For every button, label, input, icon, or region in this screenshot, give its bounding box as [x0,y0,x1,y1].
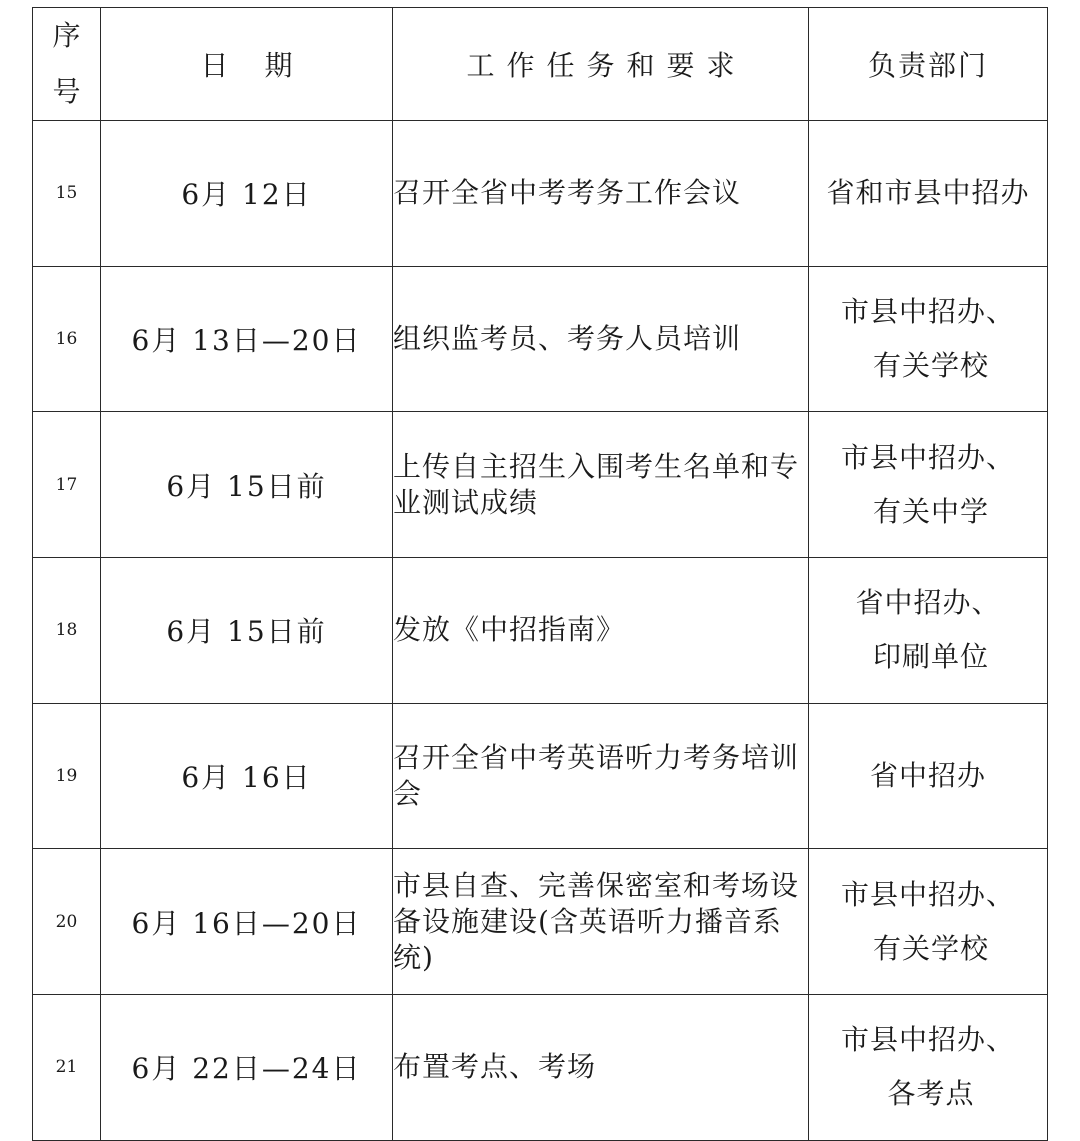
row-date: 6月 16日—20日 [101,849,393,995]
table-row [33,849,1048,995]
row-task: 布置考点、考场 [393,995,809,1141]
row-dept-line: 有关学校 [872,931,989,965]
row-dept-line: 省和市县中招办 [826,176,1030,210]
row-dept [809,849,1048,995]
row-seq: 21 [33,995,101,1141]
row-seq: 20 [33,849,101,995]
row-dept [809,558,1048,704]
row-date: 6月 12日 [101,121,393,267]
table-row [33,558,1048,704]
schedule-table [32,7,1048,1141]
row-dept-line: 市县中招办、 [840,877,1015,911]
row-date: 6月 15日前 [101,558,393,704]
row-dept [809,412,1048,558]
row-seq: 19 [33,703,101,849]
row-date: 6月 16日 [101,703,393,849]
row-seq: 18 [33,558,101,704]
row-dept-line: 各考点 [887,1077,975,1111]
row-dept-line: 省中招办、 [855,586,1001,620]
row-dept-line: 市县中招办、 [840,1023,1015,1057]
row-task: 召开全省中考英语听力考务培训会 [393,703,809,849]
row-dept-line: 市县中招办、 [840,295,1015,329]
row-dept-line: 有关中学 [872,494,989,528]
row-dept-line: 省中招办 [869,759,986,793]
header-seq-line1: 序 [52,19,81,52]
row-task: 上传自主招生入围考生名单和专业测试成绩 [393,412,809,558]
row-date: 6月 15日前 [101,412,393,558]
row-task: 召开全省中考考务工作会议 [393,121,809,267]
header-dept: 负责部门 [809,8,1048,121]
header-task: 工作任务和要求 [393,8,809,121]
row-dept-line: 印刷单位 [872,640,989,674]
row-task: 发放《中招指南》 [393,558,809,704]
row-task: 市县自查、完善保密室和考场设备设施建设(含英语听力播音系统) [393,849,809,995]
row-dept [809,266,1048,412]
header-seq-line2: 号 [52,75,81,108]
row-dept [809,121,1048,267]
row-task: 组织监考员、考务人员培训 [393,266,809,412]
table-row [33,412,1048,558]
header-seq [33,8,101,121]
row-seq: 16 [33,266,101,412]
row-date: 6月 22日—24日 [101,995,393,1141]
header-row [33,8,1048,121]
row-seq: 15 [33,121,101,267]
table-row [33,703,1048,849]
row-dept-line: 市县中招办、 [840,440,1015,474]
table-row [33,266,1048,412]
row-dept [809,995,1048,1141]
row-seq: 17 [33,412,101,558]
table-row [33,995,1048,1141]
row-dept [809,703,1048,849]
header-date: 日期 [101,8,393,121]
table-row [33,121,1048,267]
row-date: 6月 13日—20日 [101,266,393,412]
row-dept-line: 有关学校 [872,349,989,383]
